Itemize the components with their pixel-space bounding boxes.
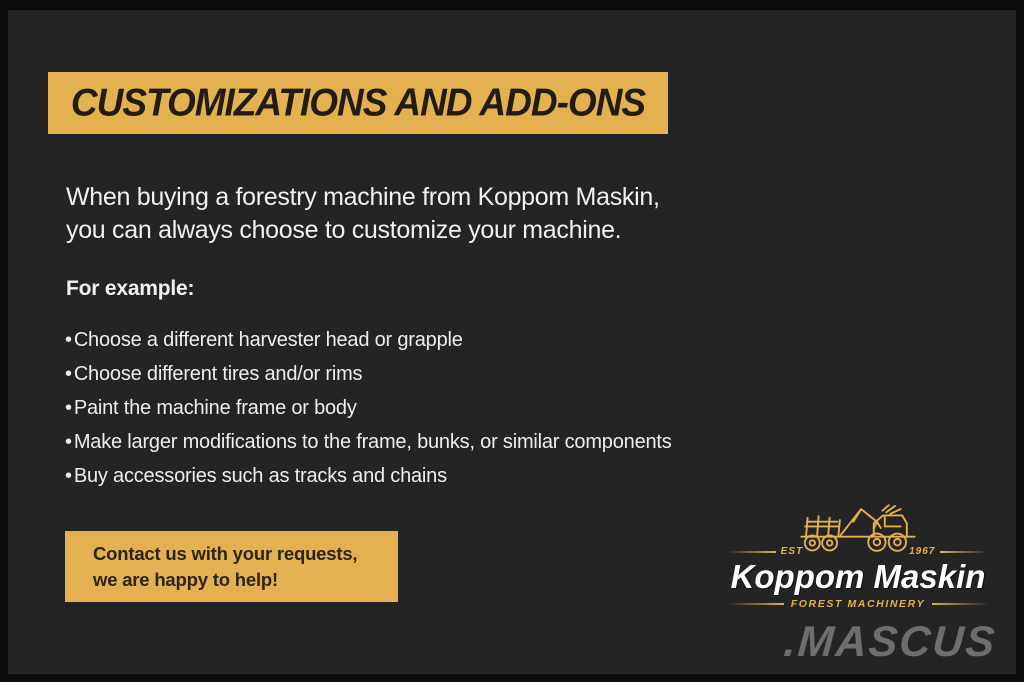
list-item: • Buy accessories such as tracks and chains (65, 465, 447, 487)
contact-callout-box (65, 531, 398, 602)
logo-year: 1967 (909, 546, 936, 557)
bullet-icon: • (65, 363, 72, 385)
logo-est-row (727, 546, 989, 557)
intro-line-1: When buying a forestry machine from Koppom Maskin, (66, 183, 660, 211)
headline-title: CUSTOMIZATIONS AND ADD-ONS (70, 81, 646, 124)
contact-line-2: we are happy to help! (93, 568, 278, 590)
list-heading: For example: (66, 277, 195, 300)
list-item: • Choose a different harvester head or grapple (65, 329, 463, 351)
bullet-icon: • (65, 431, 72, 453)
logo-tagline-row (727, 598, 989, 610)
headline-banner (48, 72, 668, 134)
logo-line-right (940, 551, 989, 553)
bullet-icon: • (65, 397, 72, 419)
logo-tagline: FOREST MACHINERY (790, 598, 926, 610)
tagline-line-left (727, 603, 784, 605)
mascus-watermark-logo: .MASCUS (782, 618, 998, 666)
logo-line-left (727, 551, 776, 553)
list-item: • Paint the machine frame or body (65, 397, 357, 419)
intro-paragraph (66, 181, 660, 247)
bullet-icon: • (65, 329, 72, 351)
customization-options-list (65, 323, 672, 493)
logo-est-label: EST (780, 546, 804, 557)
intro-line-2: you can always choose to customize your machine. (66, 216, 622, 244)
bullet-icon: • (65, 465, 72, 487)
list-item: • Make larger modifications to the frame, bunks, or similar components (65, 431, 672, 453)
tagline-line-right (932, 603, 989, 605)
list-item: • Choose different tires and/or rims (65, 363, 363, 385)
logo-brand-name: Koppom Maskin (730, 558, 986, 595)
koppom-maskin-logo (727, 502, 989, 610)
contact-line-1: Contact us with your requests, (93, 542, 358, 564)
